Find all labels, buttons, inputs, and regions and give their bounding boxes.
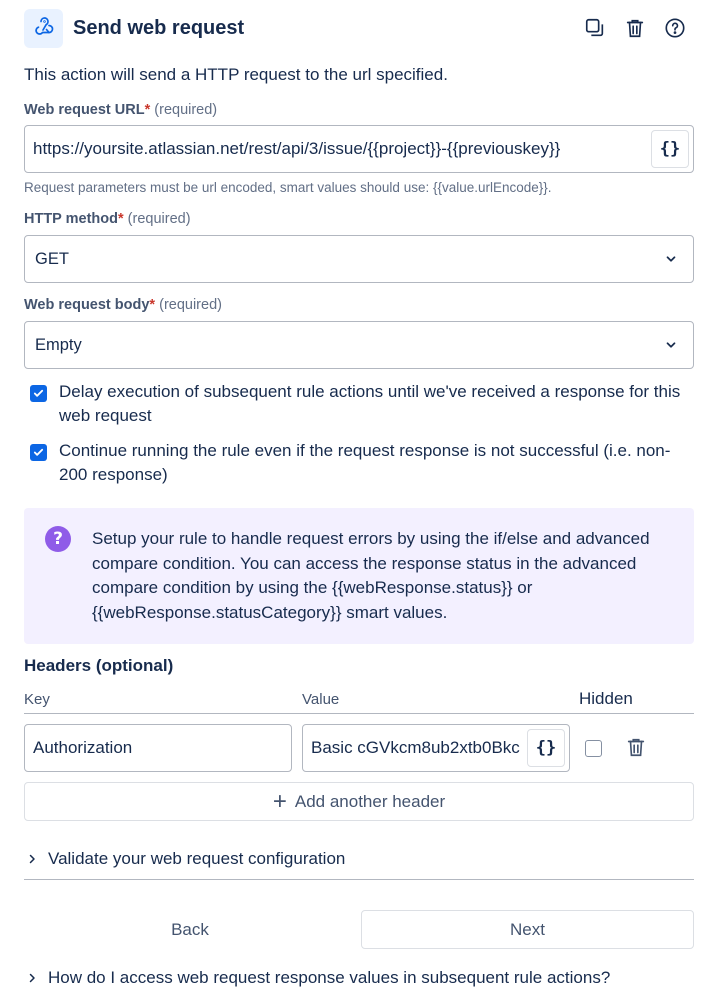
header-actions (583, 16, 687, 40)
smart-value-button[interactable]: {} (527, 729, 565, 767)
add-header-button[interactable]: + Add another header (24, 782, 694, 821)
validate-config-expander[interactable]: Validate your web request configuration (24, 849, 345, 869)
webhook-icon (24, 9, 63, 48)
url-helper-text: Request parameters must be url encoded, smart values should use: {{value.urlEncode}}. (24, 180, 552, 195)
back-button[interactable]: Back (171, 919, 209, 939)
url-input-value[interactable]: https://yoursite.atlassian.net/rest/api/3/issue/{{project}}-{{previouskey}} (33, 139, 561, 158)
delay-execution-checkbox[interactable] (30, 385, 47, 402)
body-select[interactable]: Empty (24, 321, 694, 369)
faq-expander[interactable]: How do I access web request response values in subsequent rule actions? (24, 968, 610, 988)
section-divider (24, 879, 694, 880)
delay-execution-option: Delay execution of subsequent rule actions until we've received a response for this web request (30, 380, 690, 428)
column-divider (24, 713, 694, 714)
header-value-input[interactable]: Basic cGVkcm8ub2xtb0Bkc {} (302, 724, 570, 772)
trash-icon[interactable] (625, 736, 647, 763)
plus-icon: + (272, 787, 287, 815)
panel-header (24, 8, 687, 48)
column-header-hidden: Hidden (579, 689, 633, 708)
chevron-down-icon (659, 333, 683, 357)
column-header-value: Value (302, 691, 340, 708)
body-label: Web request body* (required) (24, 297, 222, 313)
page-title: Send web request (73, 16, 245, 39)
info-text: Setup your rule to handle request errors by using the if/else and advanced compare condition. You can access the response status in the advanced compare condition by using the {{webResponse.status}} or {{webResponse.statusCategory}} smart values. (92, 529, 650, 622)
headers-title: Headers (optional) (24, 656, 174, 675)
continue-running-checkbox[interactable] (30, 444, 47, 461)
smart-value-button[interactable]: {} (651, 130, 689, 168)
chevron-right-icon (24, 970, 40, 986)
help-icon[interactable] (663, 16, 687, 40)
continue-running-option: Continue running the rule even if the request response is not successful (i.e. non-200 response) (30, 439, 690, 487)
question-icon: ? (45, 526, 71, 552)
chevron-down-icon (659, 247, 683, 271)
next-button[interactable]: Next (361, 910, 694, 949)
column-header-key: Key (24, 691, 50, 708)
header-hidden-checkbox[interactable] (585, 740, 602, 757)
url-input[interactable] (24, 125, 694, 173)
trash-icon[interactable] (623, 16, 647, 40)
http-method-label: HTTP method* (required) (24, 211, 191, 227)
copy-icon[interactable] (583, 16, 607, 40)
header-key-input[interactable]: Authorization (24, 724, 292, 772)
chevron-right-icon (24, 851, 40, 867)
http-method-select[interactable]: GET (24, 235, 694, 283)
url-label: Web request URL* (required) (24, 102, 218, 118)
action-description: This action will send a HTTP request to the url specified. (24, 65, 448, 84)
info-panel (24, 508, 694, 644)
